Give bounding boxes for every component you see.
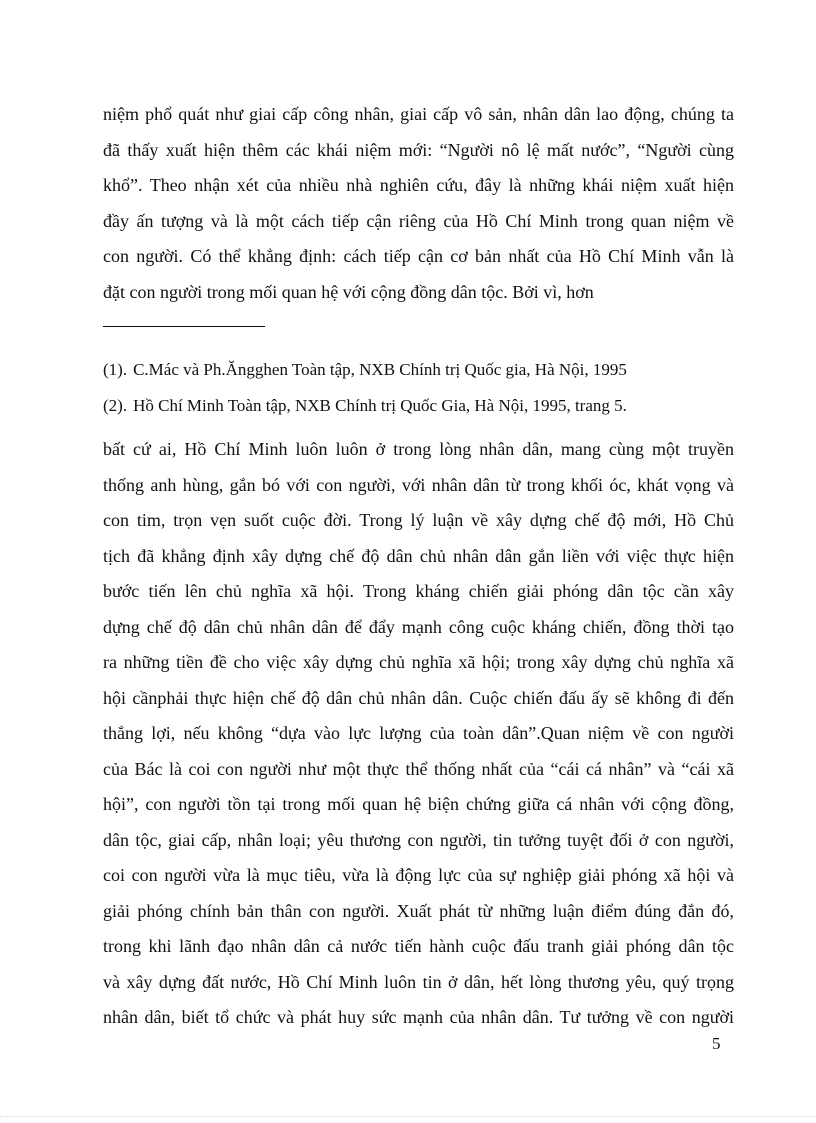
text-line: bất cứ ai, Hồ Chí Minh luôn luôn ở trong lòng nhân dân, mang cùng một truyền	[103, 439, 734, 459]
text-line: tịch đã khẳng định xây dựng chế độ dân chủ nhân dân gắn liền với việc thực hiện	[103, 545, 734, 566]
text-line: bước tiến lên chủ nghĩa xã hội. Trong kháng chiến giải phóng dân tộc cần xây	[103, 581, 734, 601]
text-line: con người. Có thể khẳng định: cách tiếp cận cơ bản nhất của Hồ Chí Minh vẫn là	[103, 246, 734, 266]
paragraph-top	[103, 97, 734, 310]
text-line: ra những tiền đề cho việc xây dựng chủ nghĩa xã hội; trong xây dựng chủ nghĩa xã	[103, 652, 734, 672]
footnote-text: Hồ Chí Minh Toàn tập, NXB Chính trị Quốc Gia, Hà Nội, 1995, trang 5.	[133, 396, 627, 415]
text-line: coi con người vừa là mục tiêu, vừa là động lực của sự nghiệp giải phóng xã hội và	[103, 865, 734, 885]
footnote-mark: (1).	[103, 360, 128, 379]
footnote-1	[103, 352, 734, 388]
text-line: và xây dựng đất nước, Hồ Chí Minh luôn tin ở dân, hết lòng thương yêu, quý trọng	[103, 971, 734, 992]
page-number: 5	[712, 1034, 721, 1053]
text-line: con tim, trọn vẹn suốt cuộc đời. Trong lý luận về xây dựng chế độ mới, Hồ Chủ	[103, 510, 734, 530]
text-line: thống anh hùng, gắn bó với con người, với nhân dân từ trong khối óc, khát vọng và	[103, 474, 734, 495]
text-line: hội”, con người tồn tại trong mối quan hệ biện chứng giữa cá nhân với cộng đồng,	[103, 794, 734, 814]
footnote-mark: (2).	[103, 396, 128, 415]
text-line: dân tộc, giai cấp, nhân loại; yêu thương con người, tin tưởng tuyệt đối ở con người,	[103, 829, 734, 850]
text-line: đã thấy xuất hiện thêm các khái niệm mới: “Người nô lệ mất nước”, “Người cùng	[103, 139, 734, 160]
text-line: khổ”. Theo nhận xét của nhiều nhà nghiên cứu, đây là những khái niệm xuất hiện	[103, 175, 734, 195]
footnote-text: C.Mác và Ph.Ăngghen Toàn tập, NXB Chính trị Quốc gia, Hà Nội, 1995	[133, 360, 627, 379]
text-line: nhân dân, biết tổ chức và phát huy sức mạnh của nhân dân. Tư tưởng về con người	[103, 1007, 734, 1027]
text-line: thắng lợi, nếu không “dựa vào lực lượng của toàn dân”.Quan niệm về con người	[103, 723, 734, 743]
footnote-2	[103, 388, 734, 424]
text-line: giải phóng chính bản thân con người. Xuất phát từ những luận điểm đúng đắn đó,	[103, 900, 734, 921]
footnotes	[103, 352, 734, 424]
text-line: niệm phổ quát như giai cấp công nhân, giai cấp vô sản, nhân dân lao động, chúng ta	[103, 104, 734, 124]
text-line: hội cầnphải thực hiện chế độ dân chủ nhân dân. Cuộc chiến đấu ấy sẽ không đi đến	[103, 687, 734, 708]
paragraph-main	[103, 432, 734, 1036]
text-line: đầy ấn tượng và là một cách tiếp cận riêng của Hồ Chí Minh trong quan niệm về	[103, 210, 734, 231]
text-line: đặt con người trong mối quan hệ với cộng đồng dân tộc. Bởi vì, hơn	[103, 281, 594, 302]
footnote-separator	[103, 326, 265, 327]
page-bottom-border	[0, 1116, 816, 1117]
text-line: của Bác là coi con người như một thực thể thống nhất của “cái cá nhân” và “cái xã	[103, 758, 734, 779]
text-line: dựng chế độ dân chủ nhân dân để đẩy mạnh công cuộc kháng chiến, đồng thời tạo	[103, 616, 734, 637]
text-line: trong khi lãnh đạo nhân dân cả nước tiến hành cuộc đấu tranh giải phóng dân tộc	[103, 936, 734, 956]
